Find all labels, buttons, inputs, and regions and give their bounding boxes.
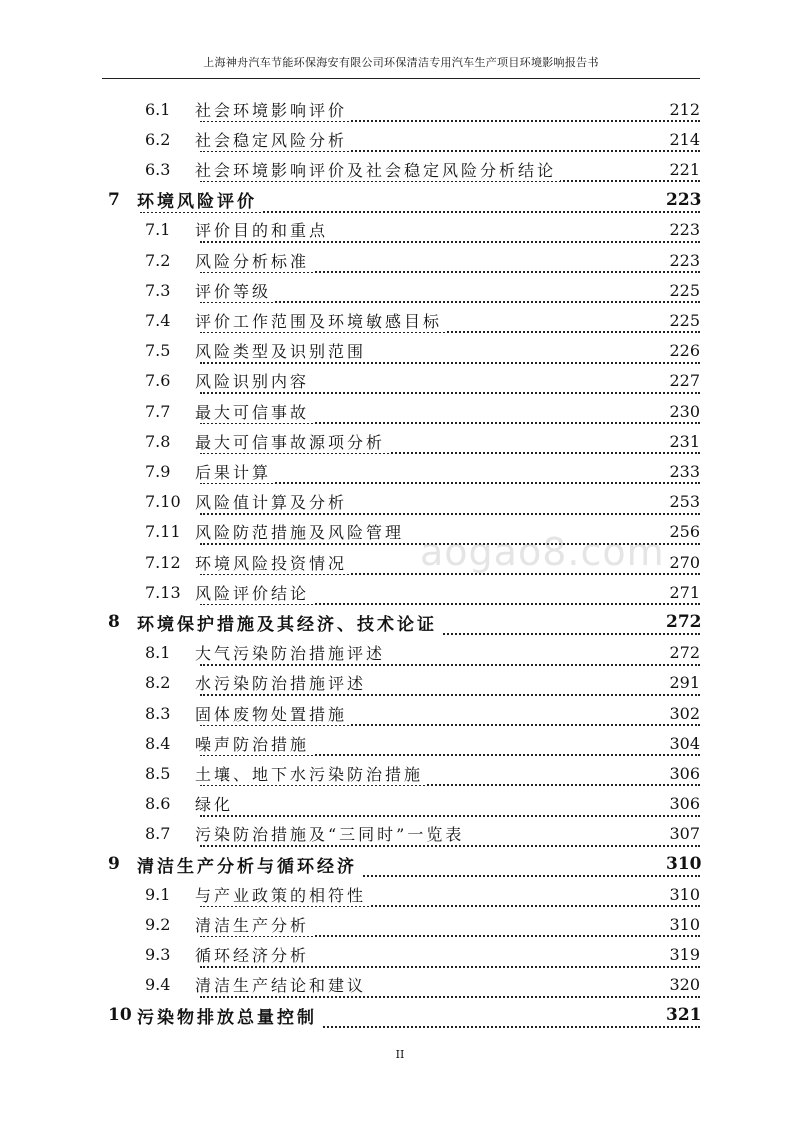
toc-entry-number: 10 [108,1005,132,1025]
toc-section-entry[interactable] [0,728,800,758]
toc-entry-title: 风险分析标准 [195,249,313,272]
toc-entry-page: 310 [662,854,700,874]
toc-section-entry[interactable] [0,879,800,909]
toc-section-entry[interactable] [0,789,800,819]
toc-section-entry[interactable] [0,366,800,396]
toc-entry-page: 302 [662,704,700,723]
toc-entry-page: 320 [662,975,700,994]
toc-section-entry[interactable] [0,275,800,305]
toc-entry-title: 社会环境影响评价及社会稳定风险分析结论 [195,158,560,181]
toc-section-entry[interactable] [0,245,800,275]
toc-entry-number: 6.1 [145,99,171,119]
toc-entry-number: 7.13 [145,582,181,602]
toc-section-entry[interactable] [0,426,800,456]
toc-entry-page: 272 [662,612,700,632]
toc-entry-number: 7.9 [145,461,171,481]
page-footer [0,1048,800,1061]
toc-section-entry[interactable] [0,517,800,547]
toc-entry-title: 循环经济分析 [195,943,313,966]
toc-entry-number: 8.3 [145,703,171,723]
toc-section-entry[interactable] [0,124,800,154]
toc-entry-number: 8.2 [145,673,171,693]
toc-entry-title: 清洁生产分析 [195,913,313,936]
toc-section-entry[interactable] [0,970,800,1000]
toc-section-entry[interactable] [0,819,800,849]
toc-section-entry[interactable] [0,668,800,698]
toc-entry-page: 306 [662,764,700,783]
toc-entry-title: 环境风险评价 [137,187,261,212]
toc-entry-number: 7.10 [145,492,181,512]
toc-section-entry[interactable] [0,154,800,184]
toc-entry-page: 310 [662,915,700,934]
toc-entry-number: 8.5 [145,763,171,783]
toc-entry-title: 评价工作范围及环境敏感目标 [195,309,446,332]
toc-entry-page: 225 [662,281,700,300]
toc-entry-title: 大气污染防治措施评述 [195,641,389,664]
toc-entry-page: 221 [662,160,700,179]
toc-entry-page: 272 [662,643,700,662]
toc-section-entry[interactable] [0,215,800,245]
toc-entry-page: 304 [662,734,700,753]
toc-entry-number: 7 [108,189,120,210]
toc-entry-title: 社会环境影响评价 [195,98,351,121]
toc-entry-page: 227 [662,371,700,390]
toc-entry-title: 后果计算 [195,460,275,483]
toc-entry-page: 310 [662,885,700,904]
toc-entry-title: 社会稳定风险分析 [195,128,351,151]
toc-entry-page: 321 [662,1005,700,1025]
toc-section-entry[interactable] [0,456,800,486]
toc-entry-title: 绿化 [195,792,237,815]
toc-entry-title: 最大可信事故 [195,400,313,423]
toc-entry-title: 最大可信事故源项分析 [195,430,389,453]
toc-entry-page: 307 [662,824,700,843]
toc-section-entry[interactable] [0,698,800,728]
toc-entry-title: 环境保护措施及其经济、技术论证 [137,610,441,635]
toc-entry-page: 256 [662,522,700,541]
watermark: aogao8.com [420,530,665,574]
toc-entry-number: 7.3 [145,280,171,300]
toc-entry-number: 9.2 [145,914,171,934]
toc-entry-page: 233 [662,462,700,481]
toc-section-entry[interactable] [0,758,800,788]
toc-entry-page: 223 [662,220,700,239]
toc-entry-number: 9.3 [145,945,171,965]
toc-entry-title: 风险值计算及分析 [195,490,351,513]
toc-chapter-entry[interactable] [0,1000,800,1030]
toc-entry-title: 水污染防治措施评述 [195,671,370,694]
toc-entry-number: 9.4 [145,975,171,995]
toc-entry-page: 291 [662,673,700,692]
toc-entry-page: 230 [662,402,700,421]
toc-entry-number: 9.1 [145,884,171,904]
toc-section-entry[interactable] [0,638,800,668]
toc-entry-title: 风险评价结论 [195,581,313,604]
toc-entry-number: 9 [108,854,120,874]
toc-entry-number: 6.3 [145,159,171,179]
toc-entry-number: 8.7 [145,824,171,844]
toc-entry-title: 评价目的和重点 [195,218,332,241]
toc-entry-page: 306 [662,794,700,813]
toc-entry-number: 8.1 [145,643,171,663]
toc-entry-page: 212 [662,100,700,119]
toc-section-entry[interactable] [0,305,800,335]
toc-entry-page: 226 [662,341,700,360]
toc-entry-title: 风险类型及识别范围 [195,339,370,362]
toc-entry-number: 7.7 [145,401,171,421]
toc-entry-title: 与产业政策的相符性 [195,883,370,906]
page-number: II [395,1048,405,1061]
toc-entry-number: 6.2 [145,129,171,149]
toc-section-entry[interactable] [0,940,800,970]
toc-entry-title: 清洁生产结论和建议 [195,973,370,996]
toc-entry-number: 7.8 [145,431,171,451]
toc-section-entry[interactable] [0,909,800,939]
toc-section-entry[interactable] [0,396,800,426]
toc-entry-page: 214 [662,130,700,149]
toc-entry-page: 225 [662,311,700,330]
toc-entry-page: 231 [662,432,700,451]
document-header [102,56,700,79]
toc-section-entry[interactable] [0,547,800,577]
toc-entry-number: 8 [108,612,120,633]
toc-entry-title: 噪声防治措施 [195,732,313,755]
toc-leader-dots [200,795,700,817]
toc-entry-page: 270 [662,553,700,572]
toc-entry-title: 风险识别内容 [195,369,313,392]
toc-entry-page: 319 [662,945,700,964]
toc-chapter-entry[interactable] [0,185,800,215]
toc-entry-number: 7.2 [145,250,171,270]
toc-entry-page: 223 [662,190,700,210]
toc-entry-number: 7.1 [145,220,171,240]
toc-entry-page: 271 [662,583,700,602]
toc-entry-title: 风险防范措施及风险管理 [195,520,408,543]
toc-entry-page: 223 [662,251,700,270]
toc-section-entry[interactable] [0,577,800,607]
toc-entry-title: 清洁生产分析与循环经济 [137,852,361,877]
header-title: 上海神舟汽车节能环保海安有限公司环保清洁专用汽车生产项目环境影响报告书 [203,56,599,69]
toc-entry-title: 评价等级 [195,279,275,302]
toc-entry-title: 污染物排放总量控制 [137,1003,321,1028]
toc-section-entry[interactable] [0,487,800,517]
toc-entry-number: 7.4 [145,310,171,330]
toc-entry-number: 8.4 [145,733,171,753]
toc-entry-number: 7.5 [145,341,171,361]
toc-entry-number: 7.12 [145,552,181,572]
toc-entry-title: 土壤、地下水污染防治措施 [195,762,427,785]
toc-section-entry[interactable] [0,94,800,124]
toc-entry-title: 污染防治措施及“三同时”一览表 [195,822,468,845]
toc-entry-number: 7.6 [145,371,171,391]
toc-entry-number: 7.11 [145,522,181,542]
toc-entry-title: 固体废物处置措施 [195,702,351,725]
toc-chapter-entry[interactable] [0,607,800,637]
toc-chapter-entry[interactable] [0,849,800,879]
toc-entry-page: 253 [662,492,700,511]
toc-section-entry[interactable] [0,336,800,366]
toc-entry-number: 8.6 [145,794,171,814]
toc-entry-title: 环境风险投资情况 [195,551,351,574]
